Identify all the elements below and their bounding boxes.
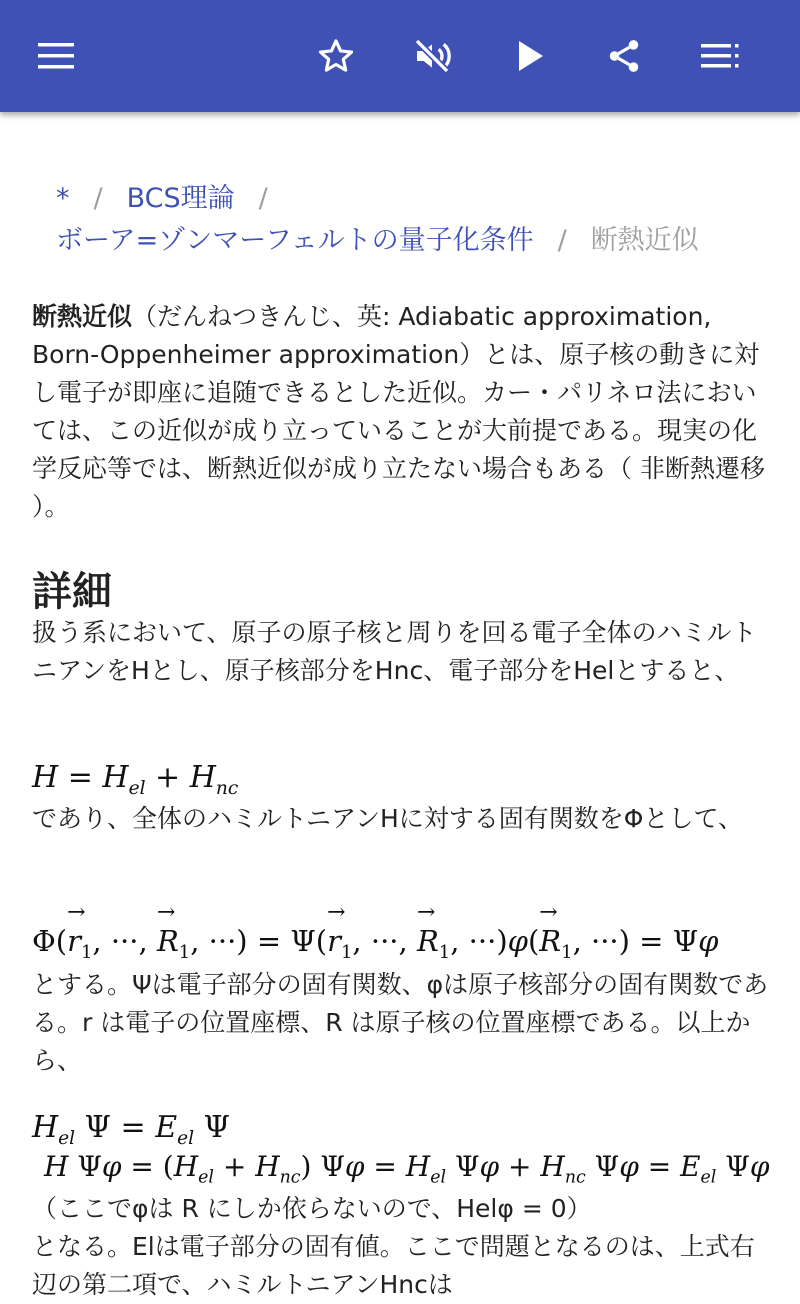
breadcrumb: [56, 178, 776, 262]
section-paragraph-3: とする。Ψは電子部分の固有関数、φは原子核部分の固有関数である。r は電子の位置座標、R は原子核の位置座標である。以上から、: [32, 970, 769, 1075]
lead-term: 断熱近似: [32, 302, 133, 331]
equation-total: H $\Psi\varphi = (H_{el} + H_{nc}) \Psi\varphi = H_{el}$ $\Psi\varphi + H_{nc}$ $\Psi\varphi = E_{el}$ Ψφ: [44, 1150, 770, 1188]
favorite-button[interactable]: [308, 28, 364, 84]
section-paragraph-5: となる。Elは電子部分の固有値。ここで問題となるのは、上式右辺の第二項で、ハミルトニアンHncは: [32, 1232, 755, 1299]
breadcrumb-separator: /: [557, 225, 567, 256]
breadcrumb-root-link[interactable]: *: [56, 183, 70, 214]
breadcrumb-current: 断熱近似: [590, 225, 699, 256]
share-icon: [605, 37, 643, 75]
section-paragraph-1: 扱う系において、原子の原子核と周りを回る電子全体のハミルトニアンをHとし、原子核部分をHnc、電子部分をHelとすると、: [32, 618, 757, 685]
lead-paragraph: [32, 298, 772, 526]
volume-off-icon: [412, 36, 452, 76]
equation-electron-eigen: $H_{el}$ $\Psi = E_{el}$ Ψ: [32, 1110, 230, 1149]
breadcrumb-separator: /: [258, 183, 268, 214]
lead-text: （だんねつきんじ、英: Adiabatic approximation, Born-Oppenheimer approximation）とは、原子核の動きに対し電子が即座に追随できるとした近似。カー・パリネロ法においては、この近似が成り立っていることが大前提である。現実の化学反応等では、断熱近似が成り立たない場合もある（ 非断熱遷移 ）。: [32, 302, 765, 521]
share-button[interactable]: [596, 28, 652, 84]
menu-button[interactable]: [28, 28, 84, 84]
section-paragraph-2: であり、全体のハミルトニアンHに対する固有関数をΦとして、: [32, 804, 743, 833]
mute-button[interactable]: [404, 28, 460, 84]
star-icon: [317, 37, 355, 75]
breadcrumb-separator: /: [93, 183, 103, 214]
playlist-button[interactable]: [692, 28, 748, 84]
app-bar: [0, 0, 800, 112]
breadcrumb-bcs-link[interactable]: BCS理論: [126, 183, 235, 214]
equation-hamiltonian: $H = H_{el} + H_{nc}$: [32, 760, 239, 799]
play-icon: [515, 39, 545, 73]
play-button[interactable]: [502, 28, 558, 84]
menu-icon: [38, 43, 74, 69]
breadcrumb-bohr-link[interactable]: ボーア=ゾンマーフェルトの量子化条件: [56, 225, 534, 256]
section-heading: 詳細: [32, 569, 112, 615]
equation-wavefunction: $\Phi(\to r_1$, ···, → $R_1$, ···) = $\Psi(\to r_1$, ···, → $R_1$, $\cdot\cdot\cdot)\varphi(\to R_1$, ···) = Ψφ: [32, 924, 718, 963]
playlist-icon: [701, 43, 739, 69]
section-paragraph-4: （ここでφは R にしか依らないので、Helφ = 0）: [32, 1194, 592, 1223]
